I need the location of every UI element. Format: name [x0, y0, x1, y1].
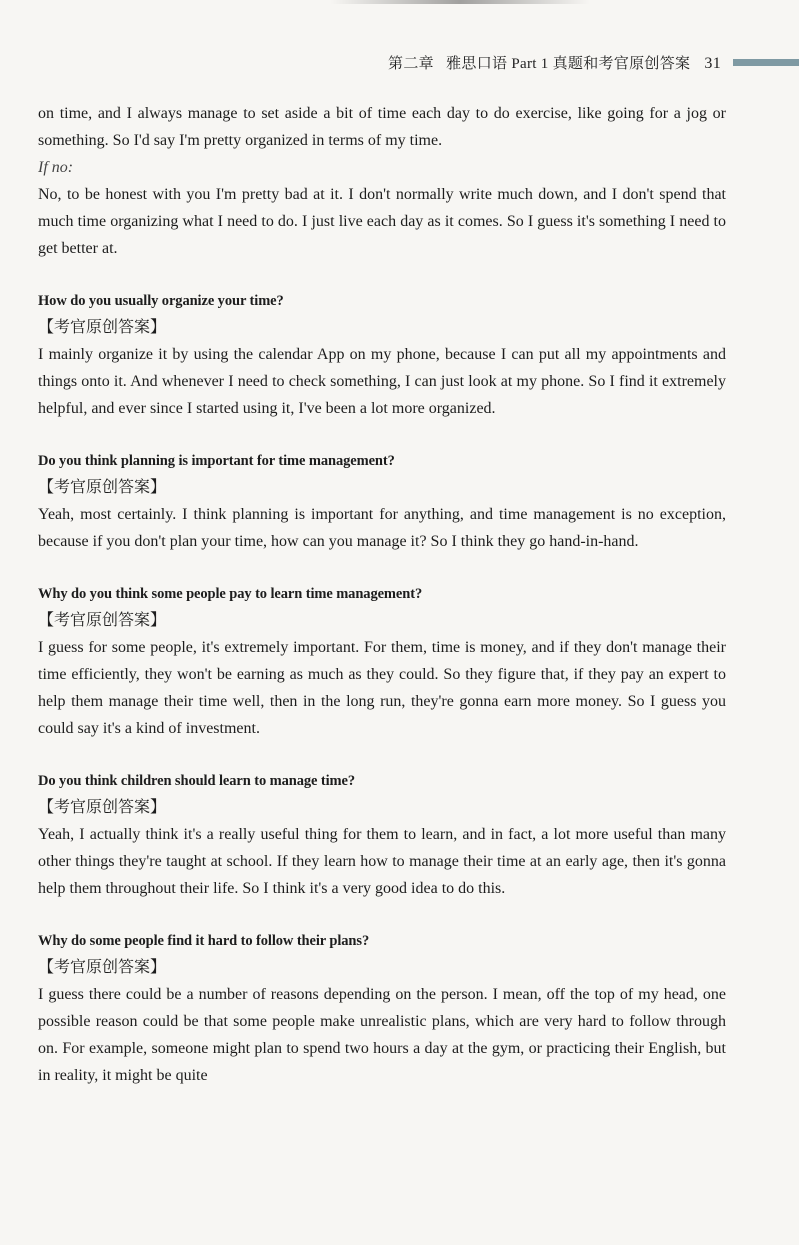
answer-tag-3: 【考官原创答案】 — [38, 612, 167, 629]
page-top-shadow — [330, 0, 590, 4]
question-5: Why do some people find it hard to follow their plans? — [38, 933, 370, 949]
qa-block-4 — [38, 768, 726, 902]
intro-paragraph-2: No, to be honest with you I'm pretty bad at it. I don't normally write much down, and I don't spend that much time organizing what I need to do. I just live each day as it comes. So I guess it's something I need to get better at. — [38, 186, 726, 257]
qa-block-5 — [38, 928, 726, 1089]
answer-tag-4: 【考官原创答案】 — [38, 799, 167, 816]
header-title: 雅思口语 Part 1 真题和考官原创答案 — [446, 56, 691, 72]
header-accent-bar — [733, 59, 799, 66]
question-4: Do you think children should learn to manage time? — [38, 773, 355, 789]
answer-1: I mainly organize it by using the calendar App on my phone, because I can put all my appointments and things onto it. And whenever I need to check something, I can just look at my phone. So I find it extremely helpful, and ever since I started using it, I've been a lot more organized. — [38, 346, 726, 417]
question-3: Why do you think some people pay to learn time management? — [38, 586, 423, 602]
qa-block-1 — [38, 288, 726, 422]
answer-tag-5: 【考官原创答案】 — [38, 959, 167, 976]
answer-3: I guess for some people, it's extremely important. For them, time is money, and if they don't manage their time efficiently, they won't be earning as much as they could. So they figure that, if they pay an expert to help them manage their time well, then in the long run, they're gonna earn more money. So I guess you could say it's a kind of investment. — [38, 639, 726, 737]
running-header — [0, 50, 799, 74]
question-2: Do you think planning is important for time management? — [38, 453, 395, 469]
answer-4: Yeah, I actually think it's a really useful thing for them to learn, and in fact, a lot more useful than many other things they're taught at school. If they learn how to manage their time at an early age, then it's gonna help them throughout their life. So I think it's a very good idea to do this. — [38, 826, 726, 897]
answer-tag-2: 【考官原创答案】 — [38, 479, 167, 496]
intro-paragraph-1: on time, and I always manage to set aside a bit of time each day to do exercise, like going for a jog or something. So I'd say I'm pretty organized in terms of my time. — [38, 105, 726, 149]
header-text — [388, 52, 721, 73]
page-number: 31 — [704, 55, 721, 72]
answer-5: I guess there could be a number of reasons depending on the person. I mean, off the top of my head, one possible reason could be that some people make unrealistic plans, which are very hard to follow through on. For example, someone might plan to spend two hours a day at the gym, or practicing their English, but in reality, it might be quite — [38, 986, 726, 1084]
question-1: How do you usually organize your time? — [38, 293, 284, 309]
qa-block-3 — [38, 581, 726, 742]
answer-tag-1: 【考官原创答案】 — [38, 319, 167, 336]
page-content — [38, 100, 726, 1089]
header-chapter: 第二章 — [388, 56, 434, 72]
answer-2: Yeah, most certainly. I think planning is important for anything, and time management is no exception, because if you don't plan your time, how can you manage it? So I think they go hand-in-hand. — [38, 506, 726, 550]
if-no-label: If no: — [38, 159, 74, 176]
qa-block-2 — [38, 448, 726, 555]
